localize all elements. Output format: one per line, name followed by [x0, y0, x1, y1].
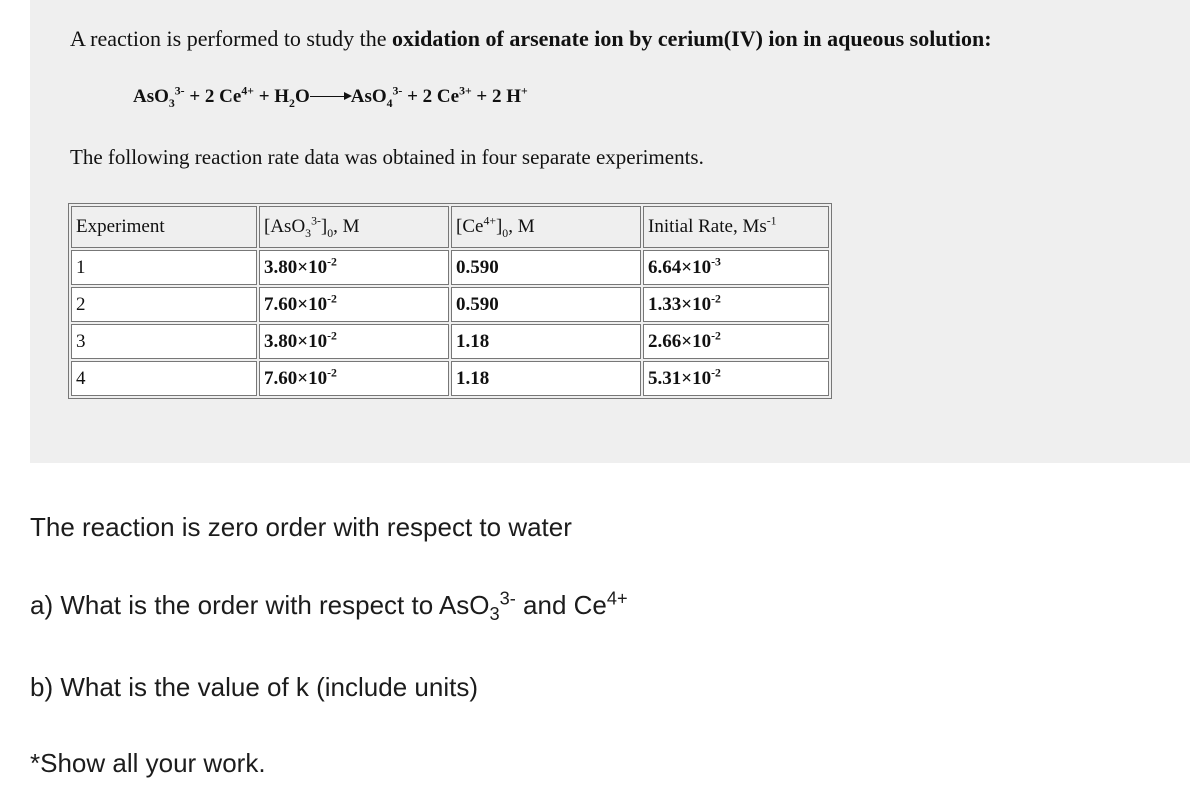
cell-exponent: -2 — [711, 366, 721, 380]
intro-plain: A reaction is performed to study the — [70, 26, 392, 51]
eq-product-arsenate: AsO — [350, 86, 387, 107]
cell-exponent: -3 — [711, 255, 721, 269]
cell-rate — [643, 361, 829, 396]
cell-mantissa: 3.80×10 — [264, 330, 328, 352]
eq-reactant-arsenite: AsO — [133, 86, 169, 107]
eq-charge: 3- — [174, 84, 185, 98]
header-unit: , M — [333, 216, 360, 237]
eq-charge: 3+ — [459, 84, 472, 98]
cell-arsenite — [259, 250, 449, 285]
table-row — [71, 361, 829, 396]
cell-rate — [643, 250, 829, 285]
cell-mantissa: 5.31×10 — [648, 367, 712, 389]
header-sub: 3 — [305, 226, 312, 240]
cell-exponent: -2 — [327, 329, 337, 343]
cell-exponent: -2 — [711, 329, 721, 343]
cell-experiment: 1 — [71, 250, 257, 285]
reaction-arrow-icon — [310, 96, 350, 97]
cell-exponent: -2 — [327, 255, 337, 269]
intro-text — [70, 26, 992, 52]
question-b: b) What is the value of k (include units) — [30, 672, 478, 702]
eq-sub: 3 — [168, 96, 175, 110]
cell-cerium: 1.18 — [451, 324, 641, 359]
question-a-sub: 3 — [489, 604, 500, 625]
table-row — [71, 250, 829, 285]
rate-data-table — [68, 203, 832, 399]
header-sup: 4+ — [483, 214, 496, 228]
cell-rate — [643, 324, 829, 359]
cell-arsenite — [259, 287, 449, 322]
header-bracket: ] — [320, 216, 328, 237]
cell-arsenite — [259, 324, 449, 359]
header-sub: 0 — [327, 226, 334, 240]
eq-charge: 4+ — [241, 84, 254, 98]
cell-mantissa: 3.80×10 — [264, 256, 328, 278]
cell-cerium: 1.18 — [451, 361, 641, 396]
question-a-sup: 3- — [499, 588, 516, 609]
header-arsenite-conc — [259, 206, 449, 248]
cell-mantissa: 1.33×10 — [648, 293, 712, 315]
table-header-row — [71, 206, 829, 248]
cell-experiment: 3 — [71, 324, 257, 359]
eq-cerium-iii: + 2 Ce — [402, 86, 460, 107]
header-label: [AsO — [264, 216, 306, 237]
cell-arsenite — [259, 361, 449, 396]
header-bracket: ] — [495, 216, 503, 237]
question-a-and: and Ce — [515, 590, 607, 620]
header-experiment — [71, 206, 257, 248]
header-unit: , M — [508, 216, 535, 237]
header-sup: -1 — [766, 214, 777, 228]
cell-exponent: -2 — [327, 292, 337, 306]
header-sup: 3- — [311, 214, 321, 228]
cell-mantissa: 7.60×10 — [264, 367, 328, 389]
eq-hydrogen: + 2 H — [471, 86, 522, 107]
show-work-note: *Show all your work. — [30, 748, 266, 778]
question-a-ce-sup: 4+ — [606, 588, 628, 609]
cell-mantissa: 6.64×10 — [648, 256, 712, 278]
cell-exponent: -2 — [711, 292, 721, 306]
header-label: [Ce — [456, 216, 484, 237]
table-row — [71, 324, 829, 359]
zero-order-statement: The reaction is zero order with respect to water — [30, 512, 572, 542]
header-experiment-label: Experiment — [76, 216, 165, 237]
cell-cerium: 0.590 — [451, 287, 641, 322]
header-label: Initial Rate, Ms — [648, 216, 767, 237]
eq-water: + H — [253, 86, 290, 107]
eq-charge: + — [521, 84, 528, 98]
cell-exponent: -2 — [327, 366, 337, 380]
header-initial-rate — [643, 206, 829, 248]
cell-mantissa: 7.60×10 — [264, 293, 328, 315]
data-description: The following reaction rate data was obtained in four separate experiments. — [70, 145, 704, 169]
header-cerium-conc — [451, 206, 641, 248]
reaction-equation — [133, 86, 528, 108]
question-a-text: a) What is the order with respect to AsO — [30, 590, 490, 620]
cell-mantissa: 2.66×10 — [648, 330, 712, 352]
intro-bold: oxidation of arsenate ion by cerium(IV) ion in aqueous solution: — [391, 26, 992, 51]
cell-experiment: 4 — [71, 361, 257, 396]
eq-water-o: O — [294, 86, 310, 107]
eq-cerium-iv: + 2 Ce — [184, 86, 242, 107]
question-a — [30, 588, 628, 625]
table-row — [71, 287, 829, 322]
eq-sub: 2 — [289, 96, 295, 110]
eq-sub: 4 — [386, 96, 393, 110]
cell-rate — [643, 287, 829, 322]
header-sub: 0 — [502, 226, 509, 240]
cell-cerium: 0.590 — [451, 250, 641, 285]
eq-charge: 3- — [392, 84, 403, 98]
cell-experiment: 2 — [71, 287, 257, 322]
